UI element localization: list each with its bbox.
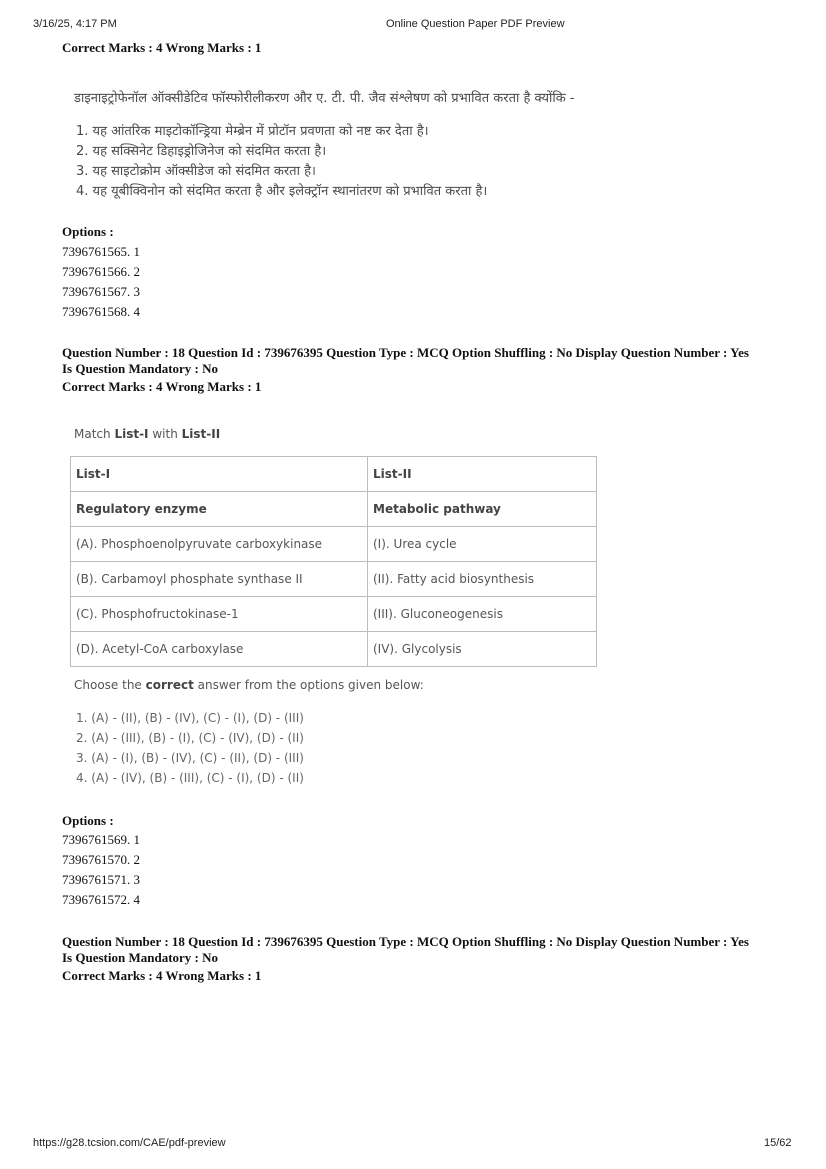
table-header-cell: List-I xyxy=(71,457,368,492)
q18-answer-3: 3. (A) - (I), (B) - (IV), (C) - (II), (D) - (III) xyxy=(76,751,304,765)
q18-marks: Correct Marks : 4 Wrong Marks : 1 xyxy=(62,379,262,394)
q17-stem: डाइनाइट्रोफेनॉल ऑक्सीडेटिव फॉस्फोरीलीकरण और ए. टी. पी. जैव संश्लेषण को प्रभावित करता है क्योंकि - xyxy=(74,91,575,106)
q18-answer-1: 1. (A) - (II), (B) - (IV), (C) - (I), (D) - (III) xyxy=(76,711,304,725)
q17-option-4: 7396761568. 4 xyxy=(62,304,140,319)
table-cell: (IV). Glycolysis xyxy=(368,632,597,667)
match-table xyxy=(70,456,597,667)
q19-meta-line1: Question Number : 18 Question Id : 739676395 Question Type : MCQ Option Shuffling : No Display Question Number : Yes xyxy=(62,934,749,949)
table-row xyxy=(71,562,597,597)
q18-choose-instruction: Choose the correct answer from the options given below: xyxy=(74,678,424,692)
q18-options-label: Options : xyxy=(62,813,114,828)
print-url: https://g28.tcsion.com/CAE/pdf-preview xyxy=(33,1137,226,1149)
q17-statement-4: 4. यह यूबीक्विनोन को संदमित करता है और इलेक्ट्रॉन स्थानांतरण को प्रभावित करता है। xyxy=(76,184,488,199)
table-header-cell: List-II xyxy=(368,457,597,492)
q18-meta-line1: Question Number : 18 Question Id : 739676395 Question Type : MCQ Option Shuffling : No Display Question Number : Yes xyxy=(62,345,749,360)
q18-answer-4: 4. (A) - (IV), (B) - (III), (C) - (I), (D) - (II) xyxy=(76,771,304,785)
q18-option-4: 7396761572. 4 xyxy=(62,892,140,907)
table-cell: (B). Carbamoyl phosphate synthase II xyxy=(71,562,368,597)
table-row xyxy=(71,632,597,667)
table-subheader-row xyxy=(71,492,597,527)
table-row xyxy=(71,527,597,562)
q17-statement-2: 2. यह सक्सिनेट डिहाइड्रोजिनेज को संदमित करता है। xyxy=(76,144,327,159)
q17-statement-1: 1. यह आंतरिक माइटोकॉन्ड्रिया मेम्ब्रेन में प्रोटॉन प्रवणता को नष्ट कर देता है। xyxy=(76,124,429,139)
q18-match-instruction: Match List-I with List-II xyxy=(74,427,221,441)
table-cell: (I). Urea cycle xyxy=(368,527,597,562)
q17-option-3: 7396761567. 3 xyxy=(62,284,140,299)
table-row xyxy=(71,597,597,632)
table-cell: (III). Gluconeogenesis xyxy=(368,597,597,632)
table-cell: (II). Fatty acid biosynthesis xyxy=(368,562,597,597)
print-page-title: Online Question Paper PDF Preview xyxy=(386,18,565,30)
table-cell: (A). Phosphoenolpyruvate carboxykinase xyxy=(71,527,368,562)
q17-option-2: 7396761566. 2 xyxy=(62,264,140,279)
table-cell: (C). Phosphofructokinase-1 xyxy=(71,597,368,632)
q19-meta-line2: Is Question Mandatory : No xyxy=(62,950,219,965)
q17-options-label: Options : xyxy=(62,224,114,239)
q18-answer-2: 2. (A) - (III), (B) - (I), (C) - (IV), (D) - (II) xyxy=(76,731,304,745)
table-subheader-cell: Regulatory enzyme xyxy=(71,492,368,527)
q17-statement-3: 3. यह साइटोक्रोम ऑक्सीडेज को संदमित करता है। xyxy=(76,164,316,179)
print-page-number: 15/62 xyxy=(764,1137,792,1149)
q18-option-2: 7396761570. 2 xyxy=(62,852,140,867)
q18-option-1: 7396761569. 1 xyxy=(62,832,140,847)
print-datetime: 3/16/25, 4:17 PM xyxy=(33,18,117,30)
q18-option-3: 7396761571. 3 xyxy=(62,872,140,887)
table-cell: (D). Acetyl-CoA carboxylase xyxy=(71,632,368,667)
table-header-row xyxy=(71,457,597,492)
q18-meta-line2: Is Question Mandatory : No xyxy=(62,361,219,376)
q19-marks: Correct Marks : 4 Wrong Marks : 1 xyxy=(62,968,262,983)
q17-option-1: 7396761565. 1 xyxy=(62,244,140,259)
q17-marks: Correct Marks : 4 Wrong Marks : 1 xyxy=(62,40,262,55)
table-subheader-cell: Metabolic pathway xyxy=(368,492,597,527)
